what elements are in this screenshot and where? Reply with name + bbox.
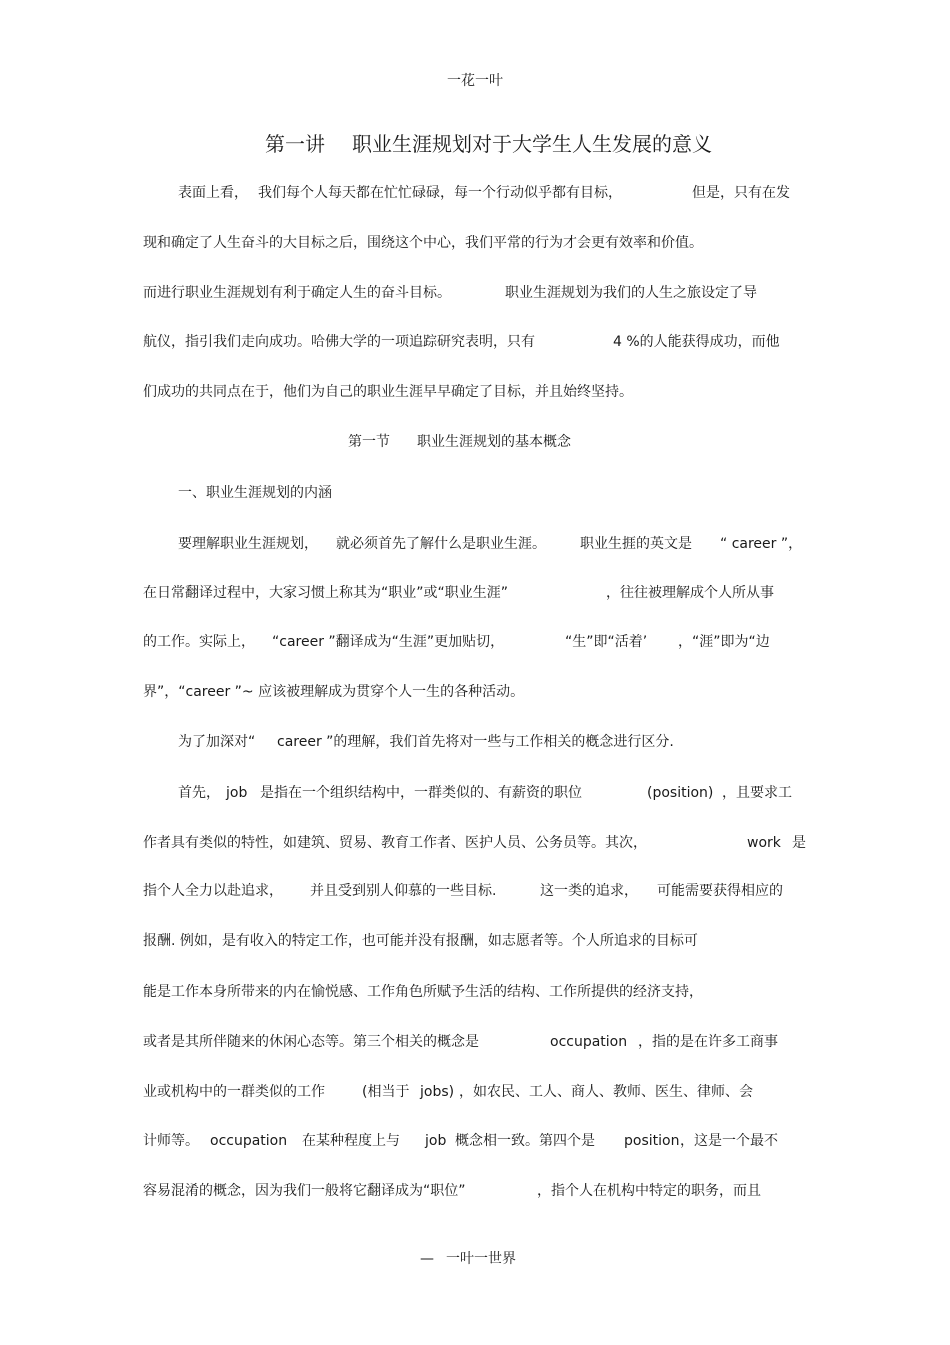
text-run: occupation xyxy=(210,1133,288,1149)
page-footer xyxy=(0,1250,950,1304)
text-line xyxy=(0,333,950,387)
title-text: 职业生涯规划对于大学生人生发展的意义 xyxy=(352,132,712,156)
text-run: 航仪，指引我们走向成功。哈佛大学的一项追踪研究表明，只有 xyxy=(143,334,535,350)
text-run: 能是工作本身所带来的内在愉悦感、工作角色所赋予生活的结构、工作所提供的经济支持， xyxy=(143,984,703,1000)
text-run: 首先， xyxy=(178,785,220,801)
text-run: 计师等。 xyxy=(143,1133,199,1149)
text-run: 我们每个人每天都在忙忙碌碌，每一个行动似乎都有目标， xyxy=(258,185,622,201)
text-line xyxy=(0,234,950,270)
footer-text: 一叶一世界 xyxy=(446,1251,516,1267)
section-number: 第一节 xyxy=(348,434,390,450)
text-run: ，指个人在机构中特定的职务，而且 xyxy=(537,1183,761,1199)
footer-dash: — xyxy=(420,1251,434,1267)
text-run: 4 %的人能获得成功，而他 xyxy=(613,334,780,350)
text-run: job xyxy=(226,785,248,801)
text-run: 这一类的追求， xyxy=(540,883,638,899)
text-line xyxy=(0,584,950,638)
page-header: 一花一叶 xyxy=(447,73,503,89)
text-run: 在日常翻译过程中，大家习惯上称其为“职业”或“职业生涯” xyxy=(143,585,509,601)
text-run: ，且要求工 xyxy=(722,785,792,801)
text-run: ，“涯”即为“边 xyxy=(678,634,770,650)
text-line xyxy=(0,733,950,787)
text-run: 业或机构中的一群类似的工作 xyxy=(143,1084,325,1100)
text-run: 概念相一致。第四个是 xyxy=(455,1133,595,1149)
text-run: 而进行职业生涯规划有利于确定人生的奋斗目标。 xyxy=(143,285,451,301)
text-run: 但是，只有在发 xyxy=(692,185,790,201)
section-heading xyxy=(0,433,950,487)
text-run: 表面上看， xyxy=(178,185,248,201)
section-text: 职业生涯规划的基本概念 xyxy=(417,434,571,450)
text-line xyxy=(0,683,950,719)
text-run: ，这是一个最不 xyxy=(680,1133,778,1149)
text-run: 是 xyxy=(792,835,806,851)
text-run: 是指在一个组织结构中，一群类似的、有薪资的职位 xyxy=(260,785,582,801)
text-run: ，往往被理解成个人所从事 xyxy=(606,585,774,601)
text-run: occupation xyxy=(550,1034,628,1050)
subheading xyxy=(0,484,950,520)
text-run: 报酬. 例如，是有收入的特定工作，也可能并没有报酬，如志愿者等。个人所追求的目标可 xyxy=(143,933,698,949)
text-run: jobs) xyxy=(420,1084,455,1100)
subheading-text: 一、职业生涯规划的内涵 xyxy=(178,485,332,501)
text-run: 们成功的共同点在于，他们为自己的职业生涯早早确定了目标，并且始终坚持。 xyxy=(143,384,633,400)
text-run: 界”，“career ”~ 应该被理解成为贯穿个人一生的各种活动。 xyxy=(143,684,525,700)
text-line xyxy=(0,284,950,338)
text-run: 并且受到别人仰慕的一些目标. xyxy=(310,883,497,899)
title-number: 第一讲 xyxy=(265,132,325,156)
text-run: position xyxy=(624,1133,680,1149)
text-run: 职业生涯规划为我们的人生之旅设定了导 xyxy=(505,285,757,301)
text-run: ，如农民、工人、商人、教师、医生、律师、会 xyxy=(459,1084,753,1100)
text-run: 在某种程度上与 xyxy=(302,1133,400,1149)
text-run: work xyxy=(747,835,781,851)
text-run: 容易混淆的概念，因为我们一般将它翻译成为“职位” xyxy=(143,1183,466,1199)
text-line xyxy=(0,983,950,1019)
text-line xyxy=(0,1182,950,1236)
text-run: 的工作。实际上， xyxy=(143,634,255,650)
text-run: 职业生捱的英文是 xyxy=(580,536,692,552)
text-run: 就必须首先了解什么是职业生涯。 xyxy=(336,536,546,552)
text-line xyxy=(0,932,950,968)
text-run: 作者具有类似的特性，如建筑、贸易、教育工作者、医护人员、公务员等。其次， xyxy=(143,835,647,851)
text-run: ，指的是在许多工商事 xyxy=(638,1034,778,1050)
text-run: career ”的理解，我们首先将对一些与工作相关的槪念进行区分. xyxy=(277,734,674,750)
text-run: job xyxy=(425,1133,447,1149)
text-line xyxy=(0,383,950,419)
text-run: (相当于 xyxy=(362,1084,410,1100)
text-run: “生”即“活着’ xyxy=(565,634,648,650)
text-run: 要理解职业生涯规划， xyxy=(178,536,318,552)
text-run: 指个人全力以赴追求， xyxy=(143,883,283,899)
text-run: 为了加深对“ xyxy=(178,734,256,750)
text-run: 现和确定了人生奋斗的大目标之后，围绕这个中心，我们平常的行为才会更有效率和价值。 xyxy=(143,235,703,251)
text-run: “career ”翻译成为“生涯”更加贴切， xyxy=(272,634,505,650)
text-run: 或者是其所伴随来的休闲心态等。第三个相关的概念是 xyxy=(143,1034,479,1050)
text-run: (position) xyxy=(647,785,714,801)
text-run: 可能需要获得相应的 xyxy=(657,883,783,899)
text-run: “ career ”， xyxy=(720,536,803,552)
